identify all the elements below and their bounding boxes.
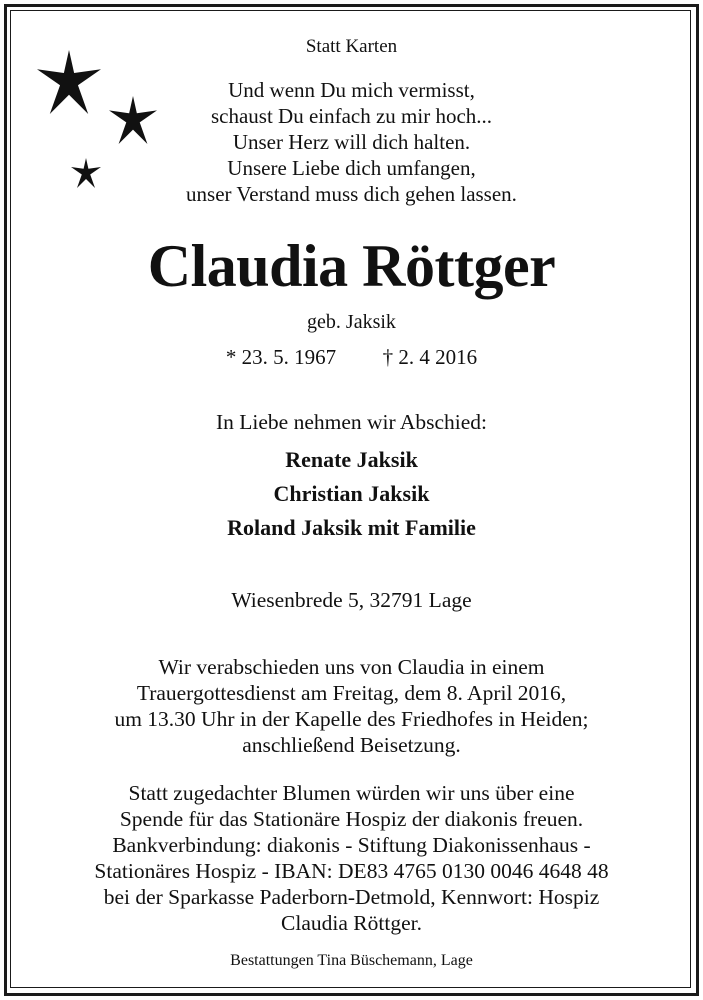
- service-line: anschließend Beisetzung.: [242, 733, 461, 757]
- verse-line: schaust Du einfach zu mir hoch...: [210, 104, 493, 128]
- donation-line: Stationäres Hospiz - IBAN: DE83 4765 0130 0046 4648 48: [94, 859, 609, 883]
- mourners-intro: In Liebe nehmen wir Abschied:: [215, 410, 488, 434]
- service-info: [0, 654, 703, 758]
- verse-line: Unsere Liebe dich umfangen,: [227, 156, 476, 180]
- mourner-name: Christian Jaksik: [273, 481, 430, 506]
- verse-line: Und wenn Du mich vermisst,: [228, 78, 475, 102]
- undertaker: Bestattungen Tina Büschemann, Lage: [230, 952, 473, 969]
- verse: [0, 77, 703, 207]
- address: Wiesenbrede 5, 32791 Lage: [231, 588, 472, 612]
- verse-line: unser Verstand muss dich gehen lassen.: [186, 182, 517, 206]
- service-line: um 13.30 Uhr in der Kapelle des Friedhofes in Heiden;: [114, 707, 589, 731]
- mourner-name: Roland Jaksik mit Familie: [227, 515, 476, 540]
- deceased-name: Claudia Röttger: [147, 233, 556, 299]
- donation-line: bei der Sparkasse Paderborn-Detmold, Kennwort: Hospiz: [103, 885, 600, 909]
- verse-line: Unser Herz will dich halten.: [232, 130, 471, 154]
- dates: [0, 345, 703, 370]
- service-line: Trauergottesdienst am Freitag, dem 8. April 2016,: [136, 681, 567, 705]
- donation-line: Statt zugedachter Blumen würden wir uns über eine: [128, 781, 575, 805]
- maiden-name: geb. Jaksik: [307, 311, 396, 333]
- statt-karten: Statt Karten: [305, 36, 398, 57]
- donation-line: Claudia Röttger.: [281, 911, 422, 935]
- death-date: † 2. 4 2016: [382, 345, 478, 369]
- birth-date: * 23. 5. 1967: [225, 345, 337, 369]
- service-line: Wir verabschieden uns von Claudia in einem: [158, 655, 545, 679]
- donation-line: Bankverbindung: diakonis - Stiftung Diakonissenhaus -: [112, 833, 591, 857]
- donation-line: Spende für das Stationäre Hospiz der diakonis freuen.: [119, 807, 584, 831]
- mourner-name: Renate Jaksik: [285, 447, 418, 472]
- donation-info: [0, 780, 703, 936]
